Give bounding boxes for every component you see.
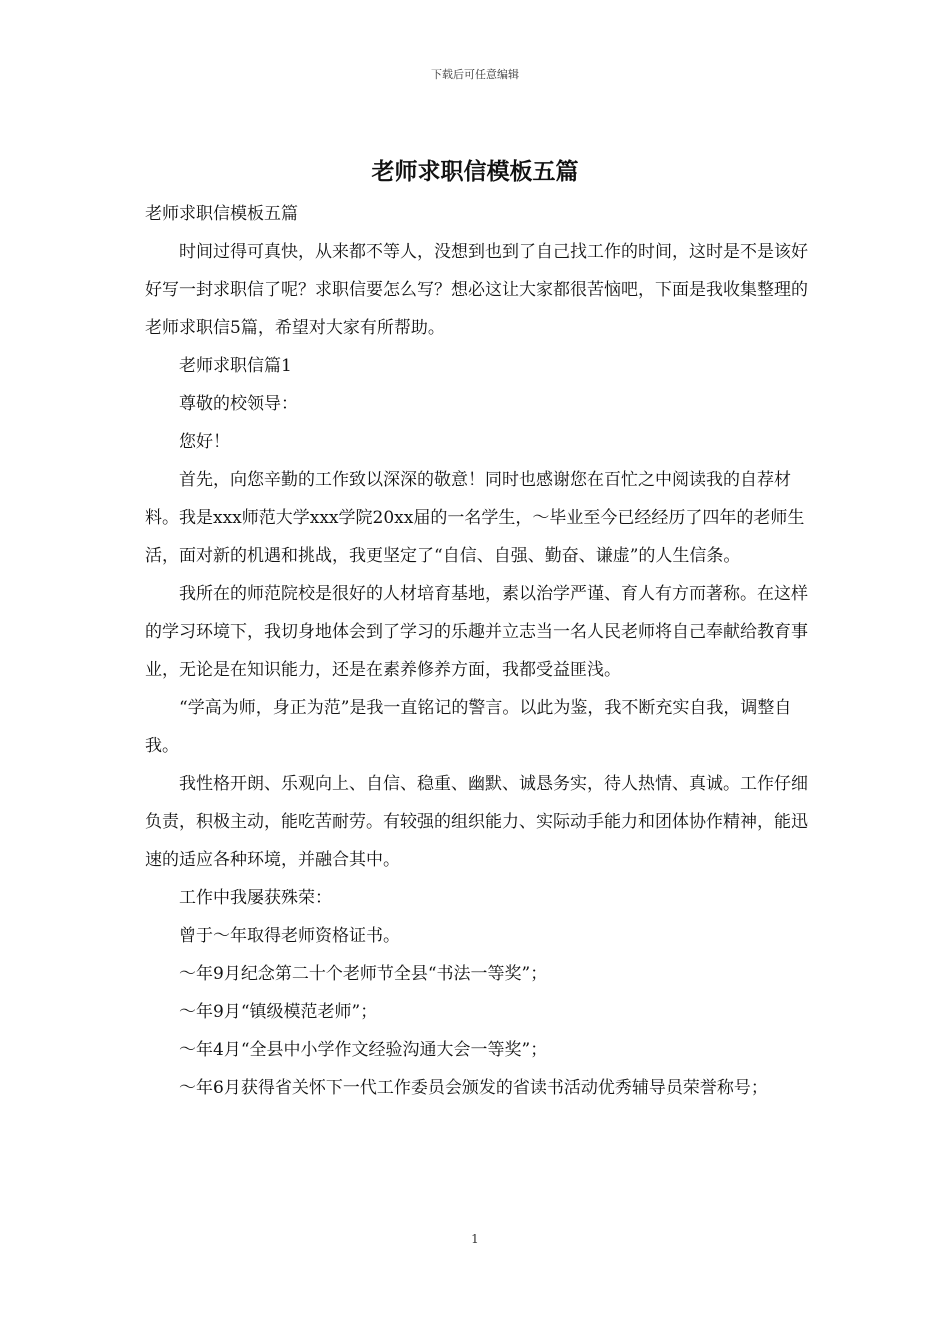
page-number: 1 [471, 1232, 479, 1246]
document-body [145, 195, 817, 1107]
list-item: ～年4月“全县中小学作文经验沟通大会一等奖”； [179, 1040, 548, 1060]
section-heading: 老师求职信篇1 [179, 356, 292, 376]
body-paragraph: 我性格开朗、乐观向上、自信、稳重、幽默、诚恳务实，待人热情、真诚。工作仔细负责，积极主动，能吃苦耐劳。有较强的组织能力、实际动手能力和团体协作精神，能迅速的适应各种环境，并融合其中。 [145, 774, 808, 870]
list-item: ～年6月获得省关怀下一代工作委员会颁发的省读书活动优秀辅导员荣誉称号； [179, 1078, 768, 1098]
list-item: ～年9月“镇级模范老师”； [179, 1002, 378, 1022]
body-paragraph: “学高为师，身正为范”是我一直铭记的警言。以此为鉴，我不断充实自我，调整自我。 [145, 698, 792, 756]
greeting: 您好！ [179, 432, 230, 452]
header-note: 下载后可任意编辑 [431, 68, 519, 81]
list-item: 曾于～年取得老师资格证书。 [179, 926, 400, 946]
subtitle-paragraph: 老师求职信模板五篇 [145, 204, 298, 224]
document-title: 老师求职信模板五篇 [371, 158, 579, 185]
body-paragraph: 工作中我屡获殊荣： [179, 888, 332, 908]
list-item: ～年9月纪念第二十个老师节全县“书法一等奖”； [179, 964, 548, 984]
salutation: 尊敬的校领导： [179, 394, 298, 414]
body-paragraph: 我所在的师范院校是很好的人材培育基地，素以治学严谨、育人有方而著称。在这样的学习环境下，我切身地体会到了学习的乐趣并立志当一名人民老师将自己奉献给教育事业，无论是在知识能力，还是在素养修养方面，我都受益匪浅。 [145, 584, 808, 680]
intro-paragraph: 时间过得可真快，从来都不等人，没想到也到了自己找工作的时间，这时是不是该好好写一封求职信了呢？求职信要怎么写？想必这让大家都很苦恼吧，下面是我收集整理的老师求职信5篇，希望对大家有所帮助。 [145, 242, 808, 338]
body-paragraph: 首先，向您辛勤的工作致以深深的敬意！同时也感谢您在百忙之中阅读我的自荐材料。我是xxx师范大学xxx学院20xx届的一名学生，～毕业至今已经经历了四年的老师生活，面对新的机遇和挑战，我更坚定了“自信、自强、勤奋、谦虚”的人生信条。 [145, 470, 805, 566]
